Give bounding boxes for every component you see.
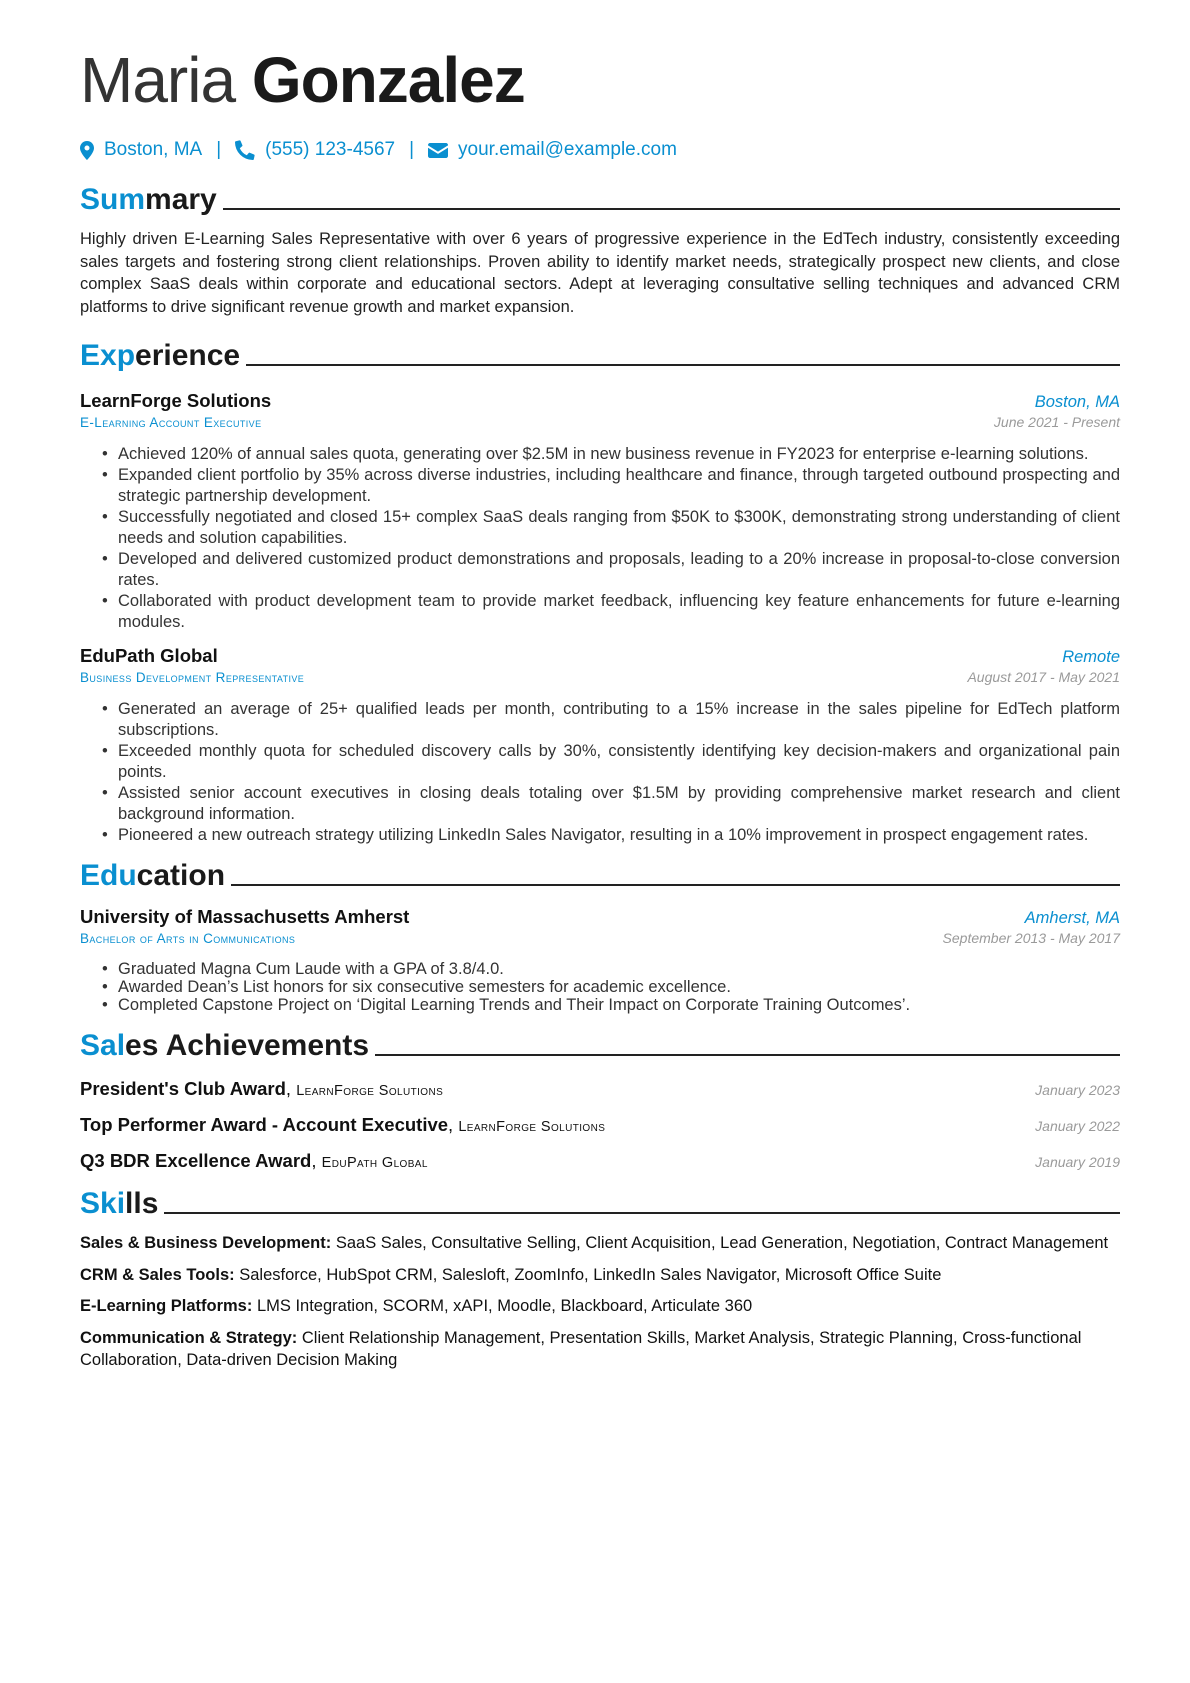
- achievement-item: Q3 BDR Excellence Award, EduPath Global January 2019: [80, 1150, 1120, 1171]
- bullet-item: • Awarded Dean’s List honors for six consecutive semesters for academic excellence.: [102, 978, 1120, 996]
- education-entry: [80, 906, 1120, 1014]
- section-title: Experience: [80, 339, 241, 372]
- skill-list: LMS Integration, SCORM, xAPI, Moodle, Blackboard, Articulate 360: [252, 1297, 753, 1315]
- job-location: Remote: [1062, 648, 1120, 666]
- bullet-item: • Pioneered a new outreach strategy utilizing LinkedIn Sales Navigator, resulting in a 10% improvement in prospect engagement rates.: [102, 825, 1120, 846]
- job-title: Business Development Representative: [80, 670, 305, 685]
- job-title: E-Learning Account Executive: [80, 415, 262, 430]
- award-org: LearnForge Solutions: [296, 1083, 444, 1099]
- bullet-item: • Successfully negotiated and closed 15+ complex SaaS deals ranging from $50K to $300K, demonstrating strong understanding of client needs and solution capabilities.: [102, 507, 1120, 549]
- skill-list: Salesforce, HubSpot CRM, Salesloft, ZoomInfo, LinkedIn Sales Navigator, Microsoft Office Suite: [234, 1265, 942, 1284]
- contact-separator: |: [216, 139, 222, 160]
- award-date: January 2022: [1035, 1118, 1120, 1134]
- bullet-item: • Completed Capstone Project on ‘Digital Learning Trends and Their Impact on Corporate Training Outcomes’.: [102, 996, 1120, 1014]
- skill-category: Sales & Business Development:: [80, 1234, 332, 1252]
- map-pin-icon: [80, 141, 94, 160]
- contact-location: [80, 139, 202, 161]
- education-dates: September 2013 - May 2017: [942, 930, 1120, 946]
- bullet-item: • Achieved 120% of annual sales quota, generating over $2.5M in new business revenue in FY2023 for enterprise e-learning solutions.: [102, 444, 1120, 465]
- bullet-item: • Assisted senior account executives in closing deals totaling over $1.5M by providing comprehensive market research and client background information.: [102, 783, 1120, 825]
- school-name: University of Massachusetts Amherst: [80, 906, 410, 927]
- bullet-item: • Graduated Magna Cum Laude with a GPA of 3.8/4.0.: [102, 960, 1120, 978]
- award-name: Q3 BDR Excellence Award: [80, 1150, 312, 1171]
- award-date: January 2023: [1035, 1082, 1120, 1098]
- phone-icon: [235, 140, 255, 160]
- skill-list: Client Relationship Management, Presentation Skills, Market Analysis, Strategic Planning, Cross-functional Collaboration, Data-driven Decision Making: [80, 1328, 1082, 1369]
- envelope-icon: [428, 143, 448, 158]
- company-name: EduPath Global: [80, 645, 218, 666]
- job-entry: [80, 390, 1120, 633]
- skill-row: [80, 1264, 1120, 1287]
- experience-heading: [80, 334, 1120, 374]
- section-title: Sales Achievements: [80, 1029, 370, 1062]
- contact-email[interactable]: [428, 139, 677, 161]
- school-location: Amherst, MA: [1024, 909, 1120, 927]
- bullet-item: • Collaborated with product development team to provide market feedback, influencing key feature enhancements for future e-learning modules.: [102, 591, 1120, 633]
- job-bullets: [80, 444, 1120, 633]
- location-text: Boston, MA: [104, 139, 203, 160]
- bullet-item: • Expanded client portfolio by 35% across diverse industries, including healthcare and finance, through targeted outbound prospecting and strategic partnership development.: [102, 465, 1120, 507]
- first-name: Maria: [80, 44, 236, 116]
- award-name: President's Club Award: [80, 1078, 286, 1099]
- skill-row: [80, 1327, 1120, 1372]
- skill-row: [80, 1295, 1120, 1318]
- summary-heading: [80, 178, 1120, 218]
- company-name: LearnForge Solutions: [80, 390, 272, 411]
- section-title: Skills: [80, 1187, 159, 1220]
- last-name: Gonzalez: [251, 44, 525, 116]
- skill-category: Communication & Strategy:: [80, 1328, 298, 1347]
- phone-text: (555) 123-4567: [265, 139, 396, 160]
- job-bullets: [80, 699, 1120, 846]
- candidate-name: [80, 40, 1120, 120]
- summary-text: Highly driven E-Learning Sales Representative with over 6 years of progressive experience in the EdTech industry, consistently exceeding sales targets and fostering strong client relationships. Proven ability to identify market needs, strategically prospect new clients, and close complex SaaS deals within corporate and educational sectors. Adept at leveraging consultative selling techniques and advanced CRM platforms to drive significant revenue growth and market expansion.: [80, 230, 1120, 316]
- job-dates: June 2021 - Present: [993, 414, 1120, 430]
- award-name: Top Performer Award - Account Executive: [80, 1114, 449, 1135]
- section-title: Summary: [80, 183, 217, 216]
- bullet-item: • Exceeded monthly quota for scheduled discovery calls by 30%, consistently identifying key decision-makers and organizational pain points.: [102, 741, 1120, 783]
- resume-page: [80, 40, 1120, 1372]
- achievements-heading: [80, 1024, 1120, 1064]
- skill-category: E-Learning Platforms:: [80, 1297, 253, 1315]
- job-dates: August 2017 - May 2021: [967, 669, 1120, 685]
- email-link: your.email@example.com: [458, 139, 677, 160]
- section-rule: [164, 1212, 1120, 1214]
- award-org: EduPath Global: [321, 1155, 428, 1171]
- skill-category: CRM & Sales Tools:: [80, 1265, 235, 1284]
- education-heading: [80, 854, 1120, 894]
- award-date: January 2019: [1035, 1154, 1120, 1170]
- section-title: Education: [80, 859, 226, 892]
- achievement-item: President's Club Award, LearnForge Solutions January 2023: [80, 1078, 1120, 1099]
- contact-bar: [80, 136, 1120, 164]
- job-entry: [80, 645, 1120, 846]
- section-rule: [223, 208, 1120, 210]
- skills-heading: [80, 1182, 1120, 1222]
- bullet-item: • Generated an average of 25+ qualified leads per month, contributing to a 15% increase in the sales pipeline for EdTech platform subscriptions.: [102, 699, 1120, 741]
- contact-separator: |: [409, 139, 415, 160]
- section-rule: [231, 884, 1120, 886]
- section-rule: [246, 364, 1120, 366]
- section-rule: [375, 1054, 1120, 1056]
- job-location: Boston, MA: [1034, 393, 1120, 411]
- education-bullets: [80, 960, 1120, 1014]
- degree: Bachelor of Arts in Communications: [80, 931, 296, 946]
- bullet-item: • Developed and delivered customized product demonstrations and proposals, leading to a 20% increase in proposal-to-close conversion rates.: [102, 549, 1120, 591]
- achievement-item: Top Performer Award - Account Executive, LearnForge Solutions January 2022: [80, 1114, 1120, 1135]
- award-org: LearnForge Solutions: [458, 1119, 606, 1135]
- contact-phone[interactable]: [235, 139, 395, 161]
- skill-list: SaaS Sales, Consultative Selling, Client Acquisition, Lead Generation, Negotiation, Contract Management: [331, 1234, 1109, 1252]
- skill-row: [80, 1232, 1120, 1255]
